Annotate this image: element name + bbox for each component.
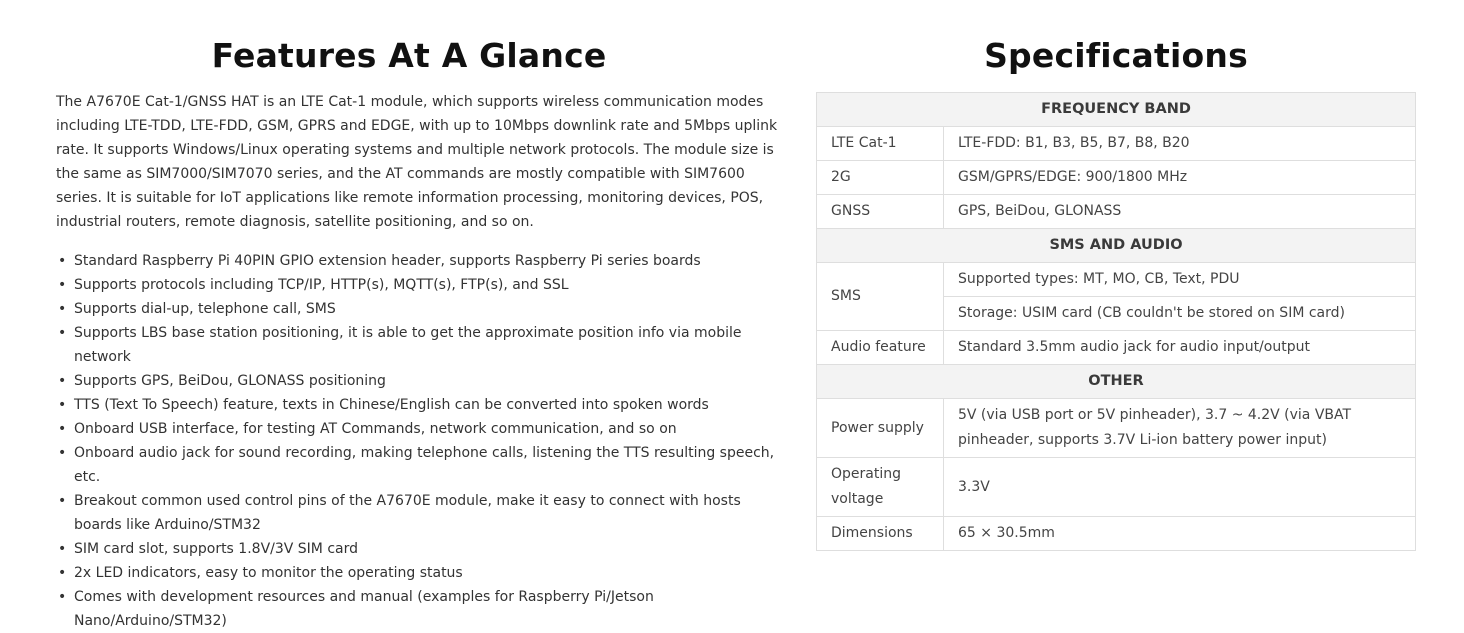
bullet-icon: •: [58, 277, 67, 293]
row-label-lte: LTE Cat-1: [817, 127, 944, 161]
bullet-icon: •: [58, 421, 67, 437]
features-list: [56, 249, 782, 633]
specifications-table: [816, 92, 1416, 551]
table-row: [817, 263, 1416, 297]
list-item: [56, 369, 782, 393]
list-item-text: Comes with development resources and manual (examples for Raspberry Pi/Jetson Nano/Arduino/STM32): [74, 589, 654, 629]
row-label-voltage: Operating voltage: [817, 458, 944, 517]
row-label-audio: Audio feature: [817, 331, 944, 365]
list-item: [56, 417, 782, 441]
list-item: [56, 489, 782, 537]
table-row: [817, 365, 1416, 399]
row-label-dimensions: Dimensions: [817, 517, 944, 551]
list-item: [56, 585, 782, 633]
bullet-icon: •: [58, 445, 67, 461]
features-intro: The A7670E Cat-1/GNSS HAT is an LTE Cat-1 module, which supports wireless communication modes including LTE-TDD, LTE-FDD, GSM, GPRS and EDGE, with up to 10Mbps downlink rate and 5Mbps uplink rate. It supports Windows/Linux operating systems and multiple network protocols. The module size is the same as SIM7000/SIM7070 series, and the AT commands are mostly compatible with SIM7600 series. It is suitable for IoT applications like remote information processing, monitoring devices, POS, industrial routers, remote diagnosis, satellite positioning, and so on.: [56, 94, 778, 230]
section-heading-sms-audio: SMS AND AUDIO: [817, 229, 1416, 263]
bullet-icon: •: [58, 565, 67, 581]
table-row: [817, 93, 1416, 127]
bullet-icon: •: [58, 253, 67, 269]
list-item: [56, 273, 782, 297]
features-title: Features At A Glance: [211, 36, 607, 75]
row-value-lte: LTE-FDD: B1, B3, B5, B7, B8, B20: [944, 127, 1416, 161]
list-item-text: 2x LED indicators, easy to monitor the operating status: [74, 565, 463, 581]
row-value-2g: GSM/GPRS/EDGE: 900/1800 MHz: [944, 161, 1416, 195]
list-item-text: SIM card slot, supports 1.8V/3V SIM card: [74, 541, 359, 557]
list-item: [56, 321, 782, 369]
bullet-icon: •: [58, 301, 67, 317]
table-row: [817, 161, 1416, 195]
list-item-text: TTS (Text To Speech) feature, texts in Chinese/English can be converted into spoken words: [74, 397, 709, 413]
bullet-icon: •: [58, 493, 67, 509]
list-item-text: Onboard USB interface, for testing AT Commands, network communication, and so on: [74, 421, 677, 437]
table-row: [817, 127, 1416, 161]
list-item-text: Standard Raspberry Pi 40PIN GPIO extension header, supports Raspberry Pi series boards: [74, 253, 701, 269]
table-row: [817, 331, 1416, 365]
list-item: [56, 249, 782, 273]
row-label-gnss: GNSS: [817, 195, 944, 229]
table-row: [817, 195, 1416, 229]
bullet-icon: •: [58, 589, 67, 605]
list-item-text: Supports GPS, BeiDou, GLONASS positioning: [74, 373, 386, 389]
list-item-text: Supports LBS base station positioning, it is able to get the approximate position info via mobile network: [74, 325, 742, 365]
row-value-power: 5V (via USB port or 5V pinheader), 3.7 ~ 4.2V (via VBAT pinheader, supports 3.7V Li-ion battery power input): [944, 399, 1416, 458]
list-item: [56, 297, 782, 321]
row-label-power: Power supply: [817, 399, 944, 458]
row-label-2g: 2G: [817, 161, 944, 195]
row-value-sms-storage: Storage: USIM card (CB couldn't be stored on SIM card): [944, 297, 1416, 331]
list-item-text: Supports protocols including TCP/IP, HTTP(s), MQTT(s), FTP(s), and SSL: [74, 277, 569, 293]
list-item: [56, 393, 782, 417]
row-value-dimensions: 65 × 30.5mm: [944, 517, 1416, 551]
bullet-icon: •: [58, 397, 67, 413]
row-value-gnss: GPS, BeiDou, GLONASS: [944, 195, 1416, 229]
bullet-icon: •: [58, 325, 67, 341]
row-value-audio: Standard 3.5mm audio jack for audio input/output: [944, 331, 1416, 365]
specifications-title: Specifications: [984, 36, 1248, 75]
list-item: [56, 441, 782, 489]
list-item: [56, 537, 782, 561]
list-item-text: Breakout common used control pins of the A7670E module, make it easy to connect with hosts boards like Arduino/STM32: [74, 493, 741, 533]
list-item-text: Supports dial-up, telephone call, SMS: [74, 301, 336, 317]
table-row: [817, 458, 1416, 517]
list-item-text: Onboard audio jack for sound recording, making telephone calls, listening the TTS resulting speech, etc.: [74, 445, 775, 485]
list-item: [56, 561, 782, 585]
section-heading-frequency-band: FREQUENCY BAND: [817, 93, 1416, 127]
table-row: [817, 229, 1416, 263]
row-value-sms-types: Supported types: MT, MO, CB, Text, PDU: [944, 263, 1416, 297]
table-row: [817, 399, 1416, 458]
bullet-icon: •: [58, 541, 67, 557]
row-value-voltage: 3.3V: [944, 458, 1416, 517]
bullet-icon: •: [58, 373, 67, 389]
row-label-sms: SMS: [817, 263, 944, 331]
table-row: [817, 517, 1416, 551]
section-heading-other: OTHER: [817, 365, 1416, 399]
